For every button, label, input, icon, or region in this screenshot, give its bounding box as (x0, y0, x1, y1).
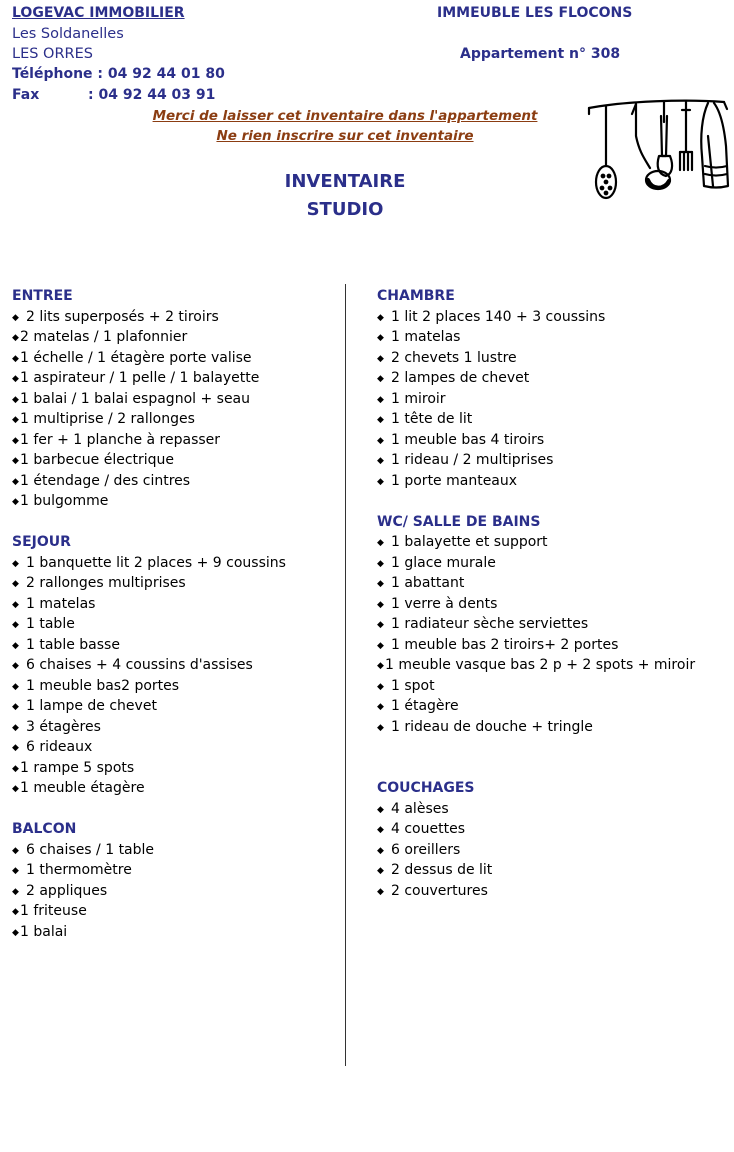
list-item: ◆ 6 chaises + 4 coussins d'assises (12, 655, 337, 676)
bullet-icon: ◆ (12, 702, 19, 712)
list-item: ◆ 1 table basse (12, 635, 337, 656)
list-item: ◆ 6 oreillers (377, 840, 727, 861)
list-item: ◆ 3 étagères (12, 717, 337, 738)
list-item: ◆ 4 couettes (377, 819, 727, 840)
bullet-icon: ◆ (12, 456, 19, 466)
page-subtitle: STUDIO (306, 199, 384, 220)
apartment-number: Appartement n° 308 (460, 46, 621, 62)
bullet-icon: ◆ (12, 763, 19, 774)
page-title: INVENTAIRE (284, 171, 406, 192)
list-item: ◆ 1 meuble bas2 portes (12, 676, 337, 697)
bullet-icon: ◆ (377, 394, 384, 405)
bullet-icon: ◆ (377, 866, 384, 876)
list-item: ◆ 1 verre à dents (377, 594, 727, 615)
list-item: ◆ 2 appliques (12, 881, 337, 902)
bullet-icon: ◆ (12, 497, 19, 507)
section-title-chambre: CHAMBRE (377, 288, 455, 304)
list-item: ◆ 1 miroir (377, 389, 727, 410)
bullet-icon: ◆ (377, 312, 384, 323)
fax-line (12, 87, 215, 103)
list-item: ◆ 4 alèses (377, 799, 727, 820)
list-item: ◆ 2 chevets 1 lustre (377, 348, 727, 369)
list-item: ◆ 1 tête de lit (377, 409, 727, 430)
fax-label: Fax (12, 87, 40, 103)
list-item: ◆ 1 rideau / 2 multiprises (377, 450, 727, 471)
bullet-icon: ◆ (12, 394, 19, 405)
bullet-icon: ◆ (12, 722, 19, 733)
bullet-icon: ◆ (12, 661, 19, 671)
bullet-icon: ◆ (12, 558, 19, 569)
list-item: ◆1 barbecue électrique (12, 450, 337, 471)
bullet-icon: ◆ (12, 415, 19, 425)
bullet-icon: ◆ (12, 374, 19, 384)
bullet-icon: ◆ (377, 681, 384, 692)
section-title-couchages: COUCHAGES (377, 780, 475, 796)
bullet-icon: ◆ (377, 886, 384, 897)
bullet-icon: ◆ (12, 784, 19, 794)
bullet-icon: ◆ (377, 558, 384, 569)
bullet-icon: ◆ (12, 620, 19, 630)
list-item: ◆ 6 rideaux (12, 737, 337, 758)
bullet-icon: ◆ (377, 353, 384, 364)
list-item: ◆ 1 rideau de douche + tringle (377, 717, 727, 738)
list-item: ◆1 meuble étagère (12, 778, 337, 799)
bullet-icon: ◆ (377, 640, 384, 651)
bullet-icon: ◆ (12, 435, 19, 446)
fax-separator: : (88, 87, 94, 103)
phone-label: Téléphone : (12, 66, 104, 82)
building-name: IMMEUBLE LES FLOCONS (437, 5, 633, 21)
list-item: ◆ 2 dessus de lit (377, 860, 727, 881)
bullet-icon: ◆ (12, 476, 19, 487)
bullet-icon: ◆ (12, 579, 19, 589)
list-item: ◆ 1 spot (377, 676, 727, 697)
bullet-icon: ◆ (377, 435, 384, 446)
bullet-icon: ◆ (12, 353, 19, 364)
bullet-icon: ◆ (12, 681, 19, 692)
column-divider (345, 284, 346, 1066)
notice-do-not-write: Ne rien inscrire sur cet inventaire (216, 128, 474, 144)
phone-line (12, 66, 225, 82)
bullet-icon: ◆ (12, 886, 19, 897)
company-name: LOGEVAC IMMOBILIER (12, 5, 185, 21)
address-line-1: Les Soldanelles (12, 26, 124, 42)
list-item: ◆1 balai / 1 balai espagnol + seau (12, 389, 337, 410)
list-item: ◆1 aspirateur / 1 pelle / 1 balayette (12, 368, 337, 389)
list-item: ◆ 1 meuble bas 2 tiroirs+ 2 portes (377, 635, 727, 656)
list-item: ◆ 2 lits superposés + 2 tiroirs (12, 307, 337, 328)
bullet-icon: ◆ (377, 456, 384, 466)
list-item: ◆ 1 radiateur sèche serviettes (377, 614, 727, 635)
list-item: ◆ 1 balayette et support (377, 532, 727, 553)
section-title-balcon: BALCON (12, 821, 77, 837)
bullet-icon: ◆ (377, 702, 384, 712)
bullet-icon: ◆ (377, 825, 384, 835)
bullet-icon: ◆ (12, 640, 19, 651)
list-item: ◆ 2 rallonges multiprises (12, 573, 337, 594)
list-item: ◆1 friteuse (12, 901, 337, 922)
list-item: ◆ 1 table (12, 614, 337, 635)
bullet-icon: ◆ (377, 661, 384, 671)
list-item: ◆ 1 meuble bas 4 tiroirs (377, 430, 727, 451)
list-item: ◆ 6 chaises / 1 table (12, 840, 337, 861)
bullet-icon: ◆ (12, 845, 19, 856)
bullet-icon: ◆ (12, 866, 19, 876)
list-item: ◆1 étendage / des cintres (12, 471, 337, 492)
bullet-icon: ◆ (12, 907, 19, 917)
list-item: ◆ 1 glace murale (377, 553, 727, 574)
bullet-icon: ◆ (377, 538, 384, 548)
bullet-icon: ◆ (12, 312, 19, 323)
bullet-icon: ◆ (377, 333, 384, 343)
bullet-icon: ◆ (12, 599, 19, 610)
list-item: ◆ 1 thermomètre (12, 860, 337, 881)
bullet-icon: ◆ (377, 476, 384, 487)
list-item: ◆ 1 porte manteaux (377, 471, 727, 492)
bullet-icon: ◆ (377, 845, 384, 856)
list-item: ◆1 bulgomme (12, 491, 337, 512)
bullet-icon: ◆ (12, 743, 19, 753)
list-item: ◆1 balai (12, 922, 337, 943)
bullet-icon: ◆ (377, 415, 384, 425)
fax-number: 04 92 44 03 91 (98, 87, 216, 103)
bullet-icon: ◆ (377, 620, 384, 630)
bullet-icon: ◆ (377, 599, 384, 610)
list-item: ◆ 1 banquette lit 2 places + 9 coussins (12, 553, 337, 574)
list-item: ◆2 matelas / 1 plafonnier (12, 327, 337, 348)
bullet-icon: ◆ (377, 579, 384, 589)
list-item: ◆ 2 couvertures (377, 881, 727, 902)
section-title-sejour: SEJOUR (12, 534, 71, 550)
list-item: ◆ 1 lit 2 places 140 + 3 coussins (377, 307, 727, 328)
bullet-icon: ◆ (12, 333, 19, 343)
list-item: ◆1 rampe 5 spots (12, 758, 337, 779)
list-item: ◆ 2 lampes de chevet (377, 368, 727, 389)
list-item: ◆1 meuble vasque bas 2 p + 2 spots + miroir (377, 655, 727, 676)
bullet-icon: ◆ (12, 927, 19, 938)
list-item: ◆1 multiprise / 2 rallonges (12, 409, 337, 430)
address-line-2: LES ORRES (12, 46, 93, 62)
list-item: ◆1 échelle / 1 étagère porte valise (12, 348, 337, 369)
section-title-wc: WC/ SALLE DE BAINS (377, 513, 541, 530)
list-item: ◆ 1 abattant (377, 573, 727, 594)
notice-leave-inventory: Merci de laisser cet inventaire dans l'appartement (152, 108, 538, 124)
kitchen-utensils-icon (586, 96, 732, 208)
list-item: ◆1 fer + 1 planche à repasser (12, 430, 337, 451)
right-column (377, 286, 727, 901)
section-title-entree: ENTREE (12, 288, 73, 304)
bullet-icon: ◆ (377, 804, 384, 815)
phone-number: 04 92 44 01 80 (107, 66, 225, 82)
list-item: ◆ 1 lampe de chevet (12, 696, 337, 717)
bullet-icon: ◆ (377, 374, 384, 384)
bullet-icon: ◆ (377, 722, 384, 733)
list-item: ◆ 1 matelas (12, 594, 337, 615)
left-column (12, 286, 337, 942)
list-item: ◆ 1 étagère (377, 696, 727, 717)
list-item: ◆ 1 matelas (377, 327, 727, 348)
